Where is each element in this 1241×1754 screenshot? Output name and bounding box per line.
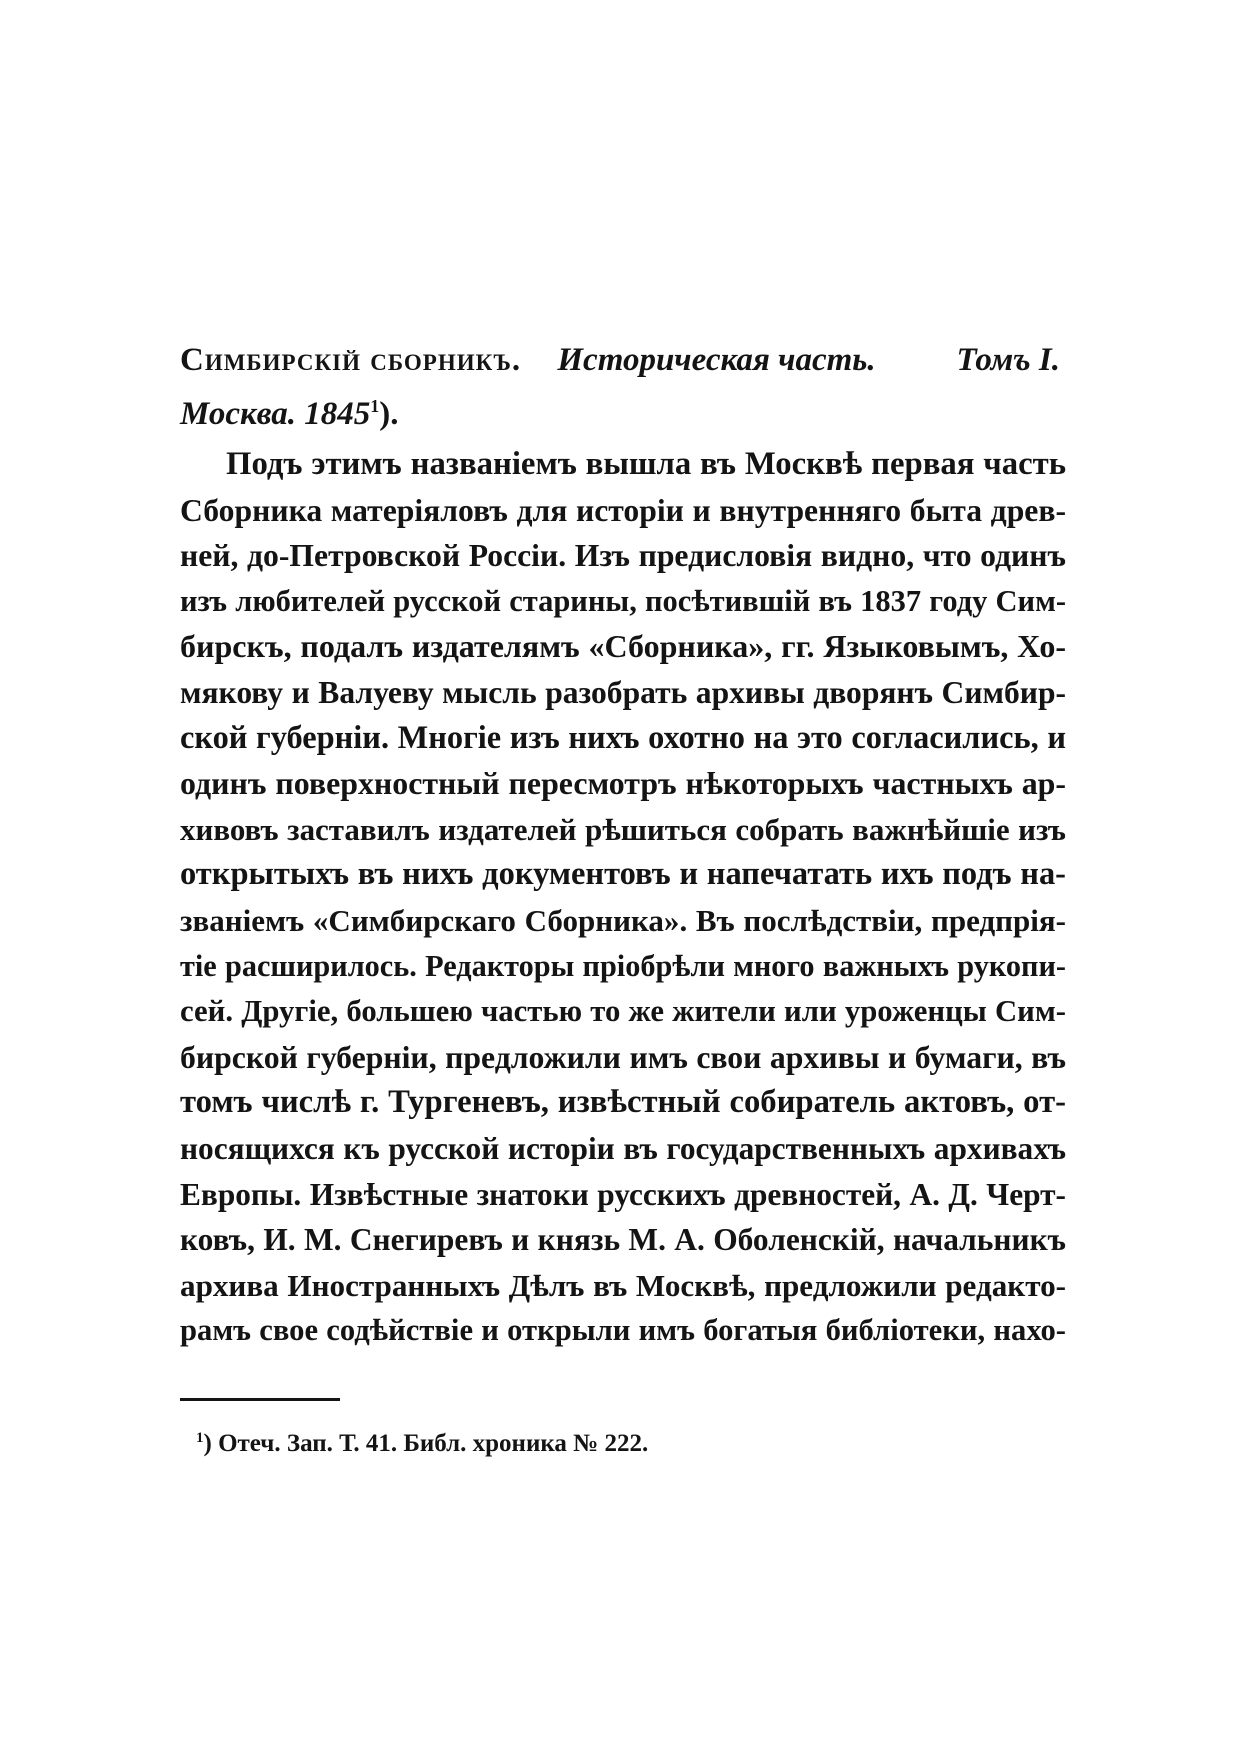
footnote-text: ) Отеч. Зап. Т. 41. Библ. хроника № 222. [203, 1430, 649, 1457]
text-line: сей. Другіе, большею частью то же жители или уроженцы Сим- [180, 994, 1066, 1029]
text-line: рамъ свое содѣйствіе и открыли имъ богатыя библіотеки, нахо- [180, 1313, 1066, 1348]
book-subtitle: Историческая часть. [557, 342, 876, 378]
text-line: тіе расширилось. Редакторы пріобрѣли много важныхъ рукопи- [180, 948, 1066, 983]
text-line: бирской губерніи, предложили имъ свои архивы и бумаги, въ [180, 1039, 1066, 1075]
text-line: одинъ поверхностный пересмотръ нѣкоторыхъ частныхъ ар- [180, 766, 1066, 802]
body-paragraph [180, 442, 1066, 1354]
text-line: ской губерніи. Многіе изъ нихъ охотно на это согласились, и [180, 719, 1066, 756]
text-line: изъ любителей русской старины, посѣтившій въ 1837 году Сим- [180, 583, 1066, 618]
text-line: Подъ этимъ названіемъ вышла въ Москвѣ первая часть [226, 446, 1066, 482]
text-line: ковъ, И. М. Снегиревъ и князь М. А. Оболенскій, начальникъ [180, 1222, 1066, 1258]
book-title: Симбирскій сборникъ. [180, 342, 522, 378]
footnote [196, 1422, 648, 1460]
text-line: хивовъ заставилъ издателей рѣшиться собрать важнѣйшіе изъ [180, 811, 1066, 847]
footnote-marker: 1 [196, 1430, 204, 1446]
text-line: томъ числѣ г. Тургеневъ, извѣстный собиратель актовъ, от- [180, 1084, 1066, 1121]
text-line: Европы. Извѣстные знатоки русскихъ древностей, А. Д. Черт- [180, 1176, 1066, 1212]
text-line: бирскъ, подалъ издателямъ «Сборника», гг. Языковымъ, Хо- [180, 628, 1066, 665]
text-line: званіемъ «Симбирскаго Сборника». Въ послѣдствіи, предпрія- [180, 902, 1066, 938]
review-heading [180, 337, 1060, 437]
text-line: Сборника матеріяловъ для исторіи и внутренняго быта древ- [180, 492, 1066, 528]
place-year: Москва. 1845 [180, 396, 371, 432]
text-line: ней, до-Петровской Россіи. Изъ предисловія видно, что одинъ [180, 538, 1066, 574]
text-line: мякову и Валуеву мысль разобрать архивы дворянъ Симбир- [180, 674, 1066, 710]
footnote-ref-marker[interactable]: 1 [370, 396, 380, 416]
text-line: архива Иностранныхъ Дѣлъ въ Москвѣ, предложили редакто- [180, 1267, 1066, 1303]
footnote-divider [180, 1398, 340, 1401]
text-line: открытыхъ въ нихъ документовъ и напечатать ихъ подъ на- [180, 856, 1066, 893]
heading-close: ). [379, 396, 399, 432]
text-line: носящихся къ русской исторіи въ государственныхъ архивахъ [180, 1130, 1066, 1166]
book-tome: Томъ I. [956, 342, 1060, 378]
